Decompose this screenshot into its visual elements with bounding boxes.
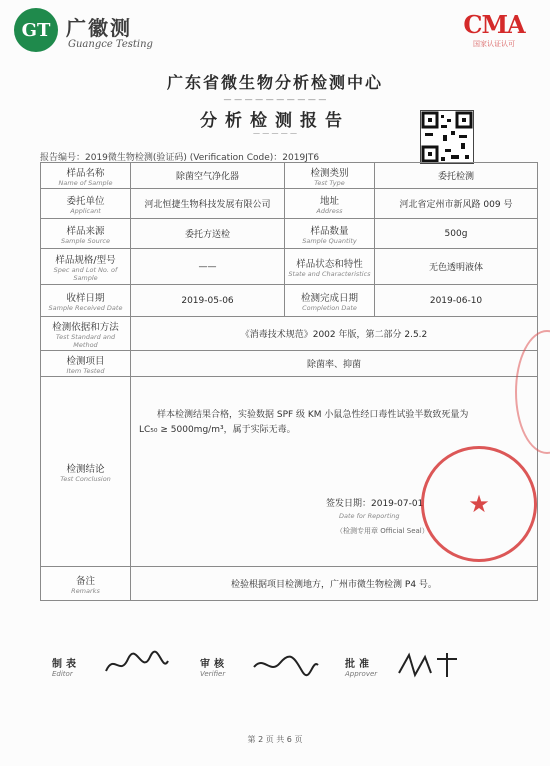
issuer-seal-label: （检测专用章 Official Seal） — [336, 527, 429, 535]
report-title: 分析检测报告 — [200, 111, 350, 131]
report-date: 签发日期：2019-07-01 — [326, 499, 424, 509]
label-test-type: 检测类别 Test Type — [285, 163, 375, 189]
table-row — [41, 189, 538, 219]
value-received: 2019-05-06 — [131, 285, 285, 317]
editor-signature — [102, 649, 172, 681]
company-name-cn: 广徽测 — [66, 16, 132, 40]
value-sample-name: 除菌空气净化器 — [131, 163, 285, 189]
table-row — [41, 285, 538, 317]
label-source: 样品来源 Sample Source — [41, 219, 131, 249]
table-row — [41, 377, 538, 567]
label-sample-name: 样品名称 Name of Sample — [41, 163, 131, 189]
value-quantity: 500g — [375, 219, 538, 249]
cma-mark — [456, 10, 532, 56]
value-source: 委托方送检 — [131, 219, 285, 249]
value-completed: 2019-06-10 — [375, 285, 538, 317]
label-conclusion: 检测结论 Test Conclusion — [41, 377, 131, 567]
table-row — [41, 163, 538, 189]
logo-mark: GT — [21, 19, 51, 41]
label-spec: 样品规格/型号 Spec and Lot No. of Sample — [41, 249, 131, 285]
company-name-en: Guangce Testing — [68, 39, 153, 50]
label-standard: 检测依据和方法 Test Standard and Method — [41, 317, 131, 351]
official-seal — [421, 446, 537, 562]
report-table — [40, 162, 538, 601]
report-date-en: Date for Reporting — [339, 512, 400, 520]
label-address: 地址 Address — [285, 189, 375, 219]
value-test-type: 委托检测 — [375, 163, 538, 189]
report-number: 报告编号：2019微生物检测(验证码) (Verification Code)：2019JT6 — [40, 153, 320, 163]
label-items: 检测项目 Item Tested — [41, 351, 131, 377]
sig-approver: 批准 Approver — [345, 655, 377, 678]
label-received: 收样日期 Sample Received Date — [41, 285, 131, 317]
company-logo — [14, 8, 58, 52]
label-quantity: 样品数量 Sample Quantity — [285, 219, 375, 249]
value-items: 除菌率、抑菌 — [131, 351, 538, 377]
sig-editor: 制表 Editor — [52, 655, 80, 678]
org-name: 广东省微生物分析检测中心 — [166, 73, 383, 92]
sig-verifier: 审核 Verifier — [200, 655, 228, 678]
value-applicant: 河北恒捷生物科技发展有限公司 — [131, 189, 285, 219]
label-remarks: 备注 Remarks — [41, 567, 131, 601]
conclusion-cell — [131, 377, 538, 567]
value-standard: 《消毒技术规范》2002 年版，第二部分 2.5.2 — [131, 317, 538, 351]
approver-signature — [395, 649, 465, 681]
page-footer: 第 2 页 共 6 页 — [247, 735, 303, 744]
conclusion-text: 样本检测结果合格，实验数据 SPF 级 KM 小鼠急性经口毒性试验半数致死量为 LC₅₀ ≥ 5000mg/m³，属于实际无毒。 — [139, 410, 469, 435]
cma-label: CMA — [463, 10, 525, 39]
cma-sub: 国家认证认可 — [473, 40, 515, 48]
label-completed: 检测完成日期 Completion Date — [285, 285, 375, 317]
value-spec: —— — [131, 249, 285, 285]
table-row — [41, 317, 538, 351]
verifier-signature — [250, 649, 320, 681]
title-underline: — — — — — — [253, 129, 297, 137]
value-state: 无色透明液体 — [375, 249, 538, 285]
qr-code — [420, 110, 474, 164]
label-applicant: 委托单位 Applicant — [41, 189, 131, 219]
value-remarks: 检验根据项目检测地方，广州市微生物检测 P4 号。 — [131, 567, 538, 601]
table-row — [41, 219, 538, 249]
label-state: 样品状态和特性 State and Characteristics — [285, 249, 375, 285]
seal-star-icon: ★ — [468, 490, 490, 518]
table-row — [41, 249, 538, 285]
registration-line: — — — — — — — — — — — [223, 95, 327, 104]
value-address: 河北省定州市新风路 009 号 — [375, 189, 538, 219]
signature-row — [0, 655, 550, 695]
table-row — [41, 567, 538, 601]
table-row — [41, 351, 538, 377]
